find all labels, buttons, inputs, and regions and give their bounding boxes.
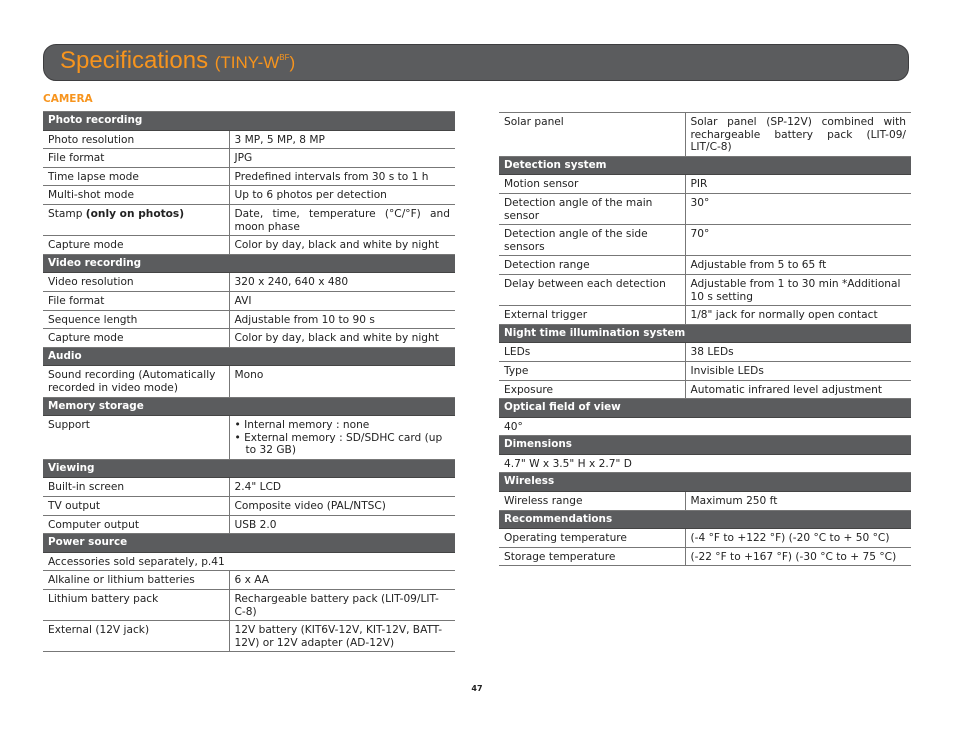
spec-value: 12V battery (KIT6V-12V, KIT-12V, BATT-12V) or 12V adapter (AD-12V) (229, 621, 455, 652)
spec-value: 320 x 240, 640 x 480 (229, 273, 455, 292)
page-title (60, 47, 295, 75)
spec-value: 2.4" LCD (229, 478, 455, 497)
spec-label-text: Lithium battery pack (48, 593, 159, 606)
spec-label (499, 175, 685, 194)
spec-bullet-item: • Internal memory : none (234, 419, 370, 432)
spec-value: Invisible LEDs (685, 361, 911, 380)
spec-group-header (43, 459, 455, 478)
spec-value: 30° (685, 193, 911, 224)
spec-value: AVI (229, 291, 455, 310)
spec-label (43, 515, 229, 534)
spec-value: 6 x AA (229, 571, 455, 590)
spec-label (43, 497, 229, 516)
spec-label-text: Capture mode (48, 239, 124, 252)
spec-label-text: Multi-shot mode (48, 189, 134, 202)
spec-label-text: Detection angle of the side sensors (504, 228, 648, 253)
spec-value: Rechargeable battery pack (LIT-09/LIT-C-8) (229, 590, 455, 621)
spec-row (499, 361, 911, 380)
spec-group-title: Video recording (43, 254, 455, 273)
spec-full-value: 40° (499, 417, 911, 436)
spec-value: (-4 °F to +122 °F) (-20 °C to + 50 °C) (685, 529, 911, 548)
spec-group-title: Night time illumination system (499, 324, 911, 343)
spec-row (499, 492, 911, 511)
page-title-text: Specifications (60, 47, 209, 74)
spec-value: Adjustable from 10 to 90 s (229, 310, 455, 329)
spec-group-header (43, 534, 455, 553)
spec-label (499, 380, 685, 399)
spec-row (499, 417, 911, 436)
spec-value: 1/8" jack for normally open contact (685, 306, 911, 325)
model-name: $(TINY-W^{BF})$ (214, 53, 296, 72)
spec-label (43, 571, 229, 590)
spec-label-text: Wireless range (504, 495, 583, 508)
spec-group-header (43, 254, 455, 273)
spec-row (43, 149, 455, 168)
spec-label (43, 416, 229, 460)
spec-label-text: Built-in screen (48, 481, 125, 494)
spec-label-emphasis: (only on photos) (85, 207, 185, 220)
spec-row (499, 380, 911, 399)
spec-row (43, 310, 455, 329)
spec-group-header (43, 347, 455, 366)
spec-label-text: External (12V jack) (48, 624, 150, 637)
spec-row (43, 590, 455, 621)
spec-label-text: Delay between each detection (504, 277, 666, 290)
spec-label-text: Motion sensor (504, 178, 579, 191)
spec-group-header (499, 473, 911, 492)
spec-full-value: 4.7" W x 3.5" H x 2.7" D (499, 454, 911, 473)
spec-bullet-item: • External memory : SD/SDHC card (up to 32 GB) (234, 431, 443, 457)
spec-group-title: Power source (43, 534, 455, 553)
spec-label-text: Alkaline or lithium batteries (48, 574, 195, 587)
spec-group-title: Wireless (499, 473, 911, 492)
spec-label (499, 492, 685, 511)
spec-label-text: Solar panel (504, 116, 564, 128)
spec-group-title: Dimensions (499, 436, 911, 455)
spec-row (43, 497, 455, 516)
spec-label (499, 225, 685, 256)
spec-label (499, 193, 685, 224)
spec-value: Color by day, black and white by night (229, 329, 455, 348)
spec-group-title: Audio (43, 347, 455, 366)
spec-value: Maximum 250 ft (685, 492, 911, 511)
spec-label-text: Sound recording (Automatically recorded in video mode) (48, 369, 216, 394)
spec-row (43, 416, 455, 460)
spec-label-text: External trigger (504, 309, 588, 322)
spec-value: Adjustable from 5 to 65 ft (685, 256, 911, 275)
spec-group-header (499, 510, 911, 529)
spec-label-text: File format (48, 152, 105, 165)
spec-group-header (43, 112, 455, 131)
spec-label-text: Support (48, 419, 90, 432)
spec-label-text: File format (48, 294, 105, 307)
spec-row (499, 256, 911, 275)
spec-label-text: Computer output (48, 518, 139, 531)
spec-value: USB 2.0 (229, 515, 455, 534)
spec-group-header (499, 399, 911, 418)
spec-label (499, 306, 685, 325)
spec-value: 38 LEDs (685, 343, 911, 362)
spec-row (499, 547, 911, 566)
spec-label (499, 547, 685, 566)
spec-label-text: Storage temperature (504, 550, 616, 563)
page-number: 47 (471, 684, 483, 693)
spec-label (43, 130, 229, 149)
spec-label-text: TV output (48, 500, 101, 513)
spec-value: Composite video (PAL/NTSC) (229, 497, 455, 516)
spec-label-text: Stamp (48, 207, 83, 220)
spec-label-text: Detection angle of the main sensor (504, 196, 653, 222)
spec-value: Predefined intervals from 30 s to 1 h (229, 167, 455, 186)
spec-group-title: Viewing (43, 459, 455, 478)
spec-row (43, 130, 455, 149)
spec-row (43, 273, 455, 292)
spec-group-title: Optical field of view (499, 399, 911, 418)
title-banner (43, 44, 909, 81)
spec-value: PIR (685, 175, 911, 194)
spec-table-left (43, 111, 455, 652)
spec-table-right (499, 112, 911, 566)
spec-group-header (43, 397, 455, 416)
spec-label (43, 329, 229, 348)
spec-row (499, 225, 911, 256)
spec-group-title: Recommendations (499, 510, 911, 529)
spec-label (499, 529, 685, 548)
spec-label (43, 310, 229, 329)
spec-value: Date, time, temperature (°C/°F) and moon phase (229, 204, 455, 235)
spec-row (499, 529, 911, 548)
spec-label (499, 361, 685, 380)
spec-label-text: Capture mode (48, 332, 124, 345)
spec-label-text: Operating temperature (504, 532, 627, 545)
spec-value: Adjustable from 1 to 30 min *Additional 10 s setting (685, 274, 911, 305)
spec-group-header (499, 436, 911, 455)
spec-label (43, 236, 229, 255)
spec-value: Up to 6 photos per detection (229, 186, 455, 205)
spec-label-text: Sequence length (48, 313, 138, 326)
spec-value: 70° (685, 225, 911, 256)
spec-value: Solar panel (SP-12V) combined with rechargeable battery pack (LIT-09/ LIT/C-8) (685, 113, 911, 157)
spec-label (43, 590, 229, 621)
spec-row (499, 193, 911, 224)
spec-label-text: LEDs (504, 346, 531, 359)
spec-label-text: Detection range (504, 259, 590, 272)
spec-row (499, 175, 911, 194)
spec-value: Mono (229, 366, 455, 397)
spec-group-header (499, 324, 911, 343)
spec-group-title: Detection system (499, 156, 911, 175)
spec-row (43, 515, 455, 534)
spec-group-title: Photo recording (43, 112, 455, 131)
spec-label (499, 343, 685, 362)
spec-row (43, 329, 455, 348)
spec-label (499, 113, 685, 157)
spec-label (43, 167, 229, 186)
spec-row (43, 621, 455, 652)
spec-full-value: Accessories sold separately, p.41 (43, 552, 455, 571)
spec-bullet-list (235, 419, 451, 457)
spec-label-text: Photo resolution (48, 133, 135, 146)
spec-row (43, 552, 455, 571)
spec-value: Color by day, black and white by night (229, 236, 455, 255)
spec-label (43, 621, 229, 652)
spec-row (43, 366, 455, 397)
spec-group-title: Memory storage (43, 397, 455, 416)
spec-label-text: Time lapse mode (48, 170, 139, 183)
spec-row (43, 167, 455, 186)
spec-row (499, 454, 911, 473)
spec-row (499, 274, 911, 305)
section-heading: CAMERA (43, 93, 93, 105)
spec-label-text: Exposure (504, 383, 554, 396)
spec-label-text: Video resolution (48, 276, 134, 289)
spec-label (43, 149, 229, 168)
spec-value: (-22 °F to +167 °F) (-30 °C to + 75 °C) (685, 547, 911, 566)
spec-value: Automatic infrared level adjustment (685, 380, 911, 399)
spec-row (499, 343, 911, 362)
spec-row (43, 291, 455, 310)
spec-row (43, 478, 455, 497)
spec-label (499, 274, 685, 305)
spec-row (43, 571, 455, 590)
spec-label (43, 204, 229, 235)
spec-row (499, 113, 911, 157)
spec-value: 3 MP, 5 MP, 8 MP (229, 130, 455, 149)
spec-label-text: Type (504, 364, 529, 377)
spec-label (43, 273, 229, 292)
spec-label (499, 256, 685, 275)
spec-row (43, 186, 455, 205)
spec-value (229, 416, 455, 460)
spec-label (43, 186, 229, 205)
spec-label (43, 478, 229, 497)
spec-value: JPG (229, 149, 455, 168)
spec-row (43, 204, 455, 235)
spec-label (43, 366, 229, 397)
spec-row (499, 306, 911, 325)
spec-group-header (499, 156, 911, 175)
spec-row (43, 236, 455, 255)
spec-label (43, 291, 229, 310)
